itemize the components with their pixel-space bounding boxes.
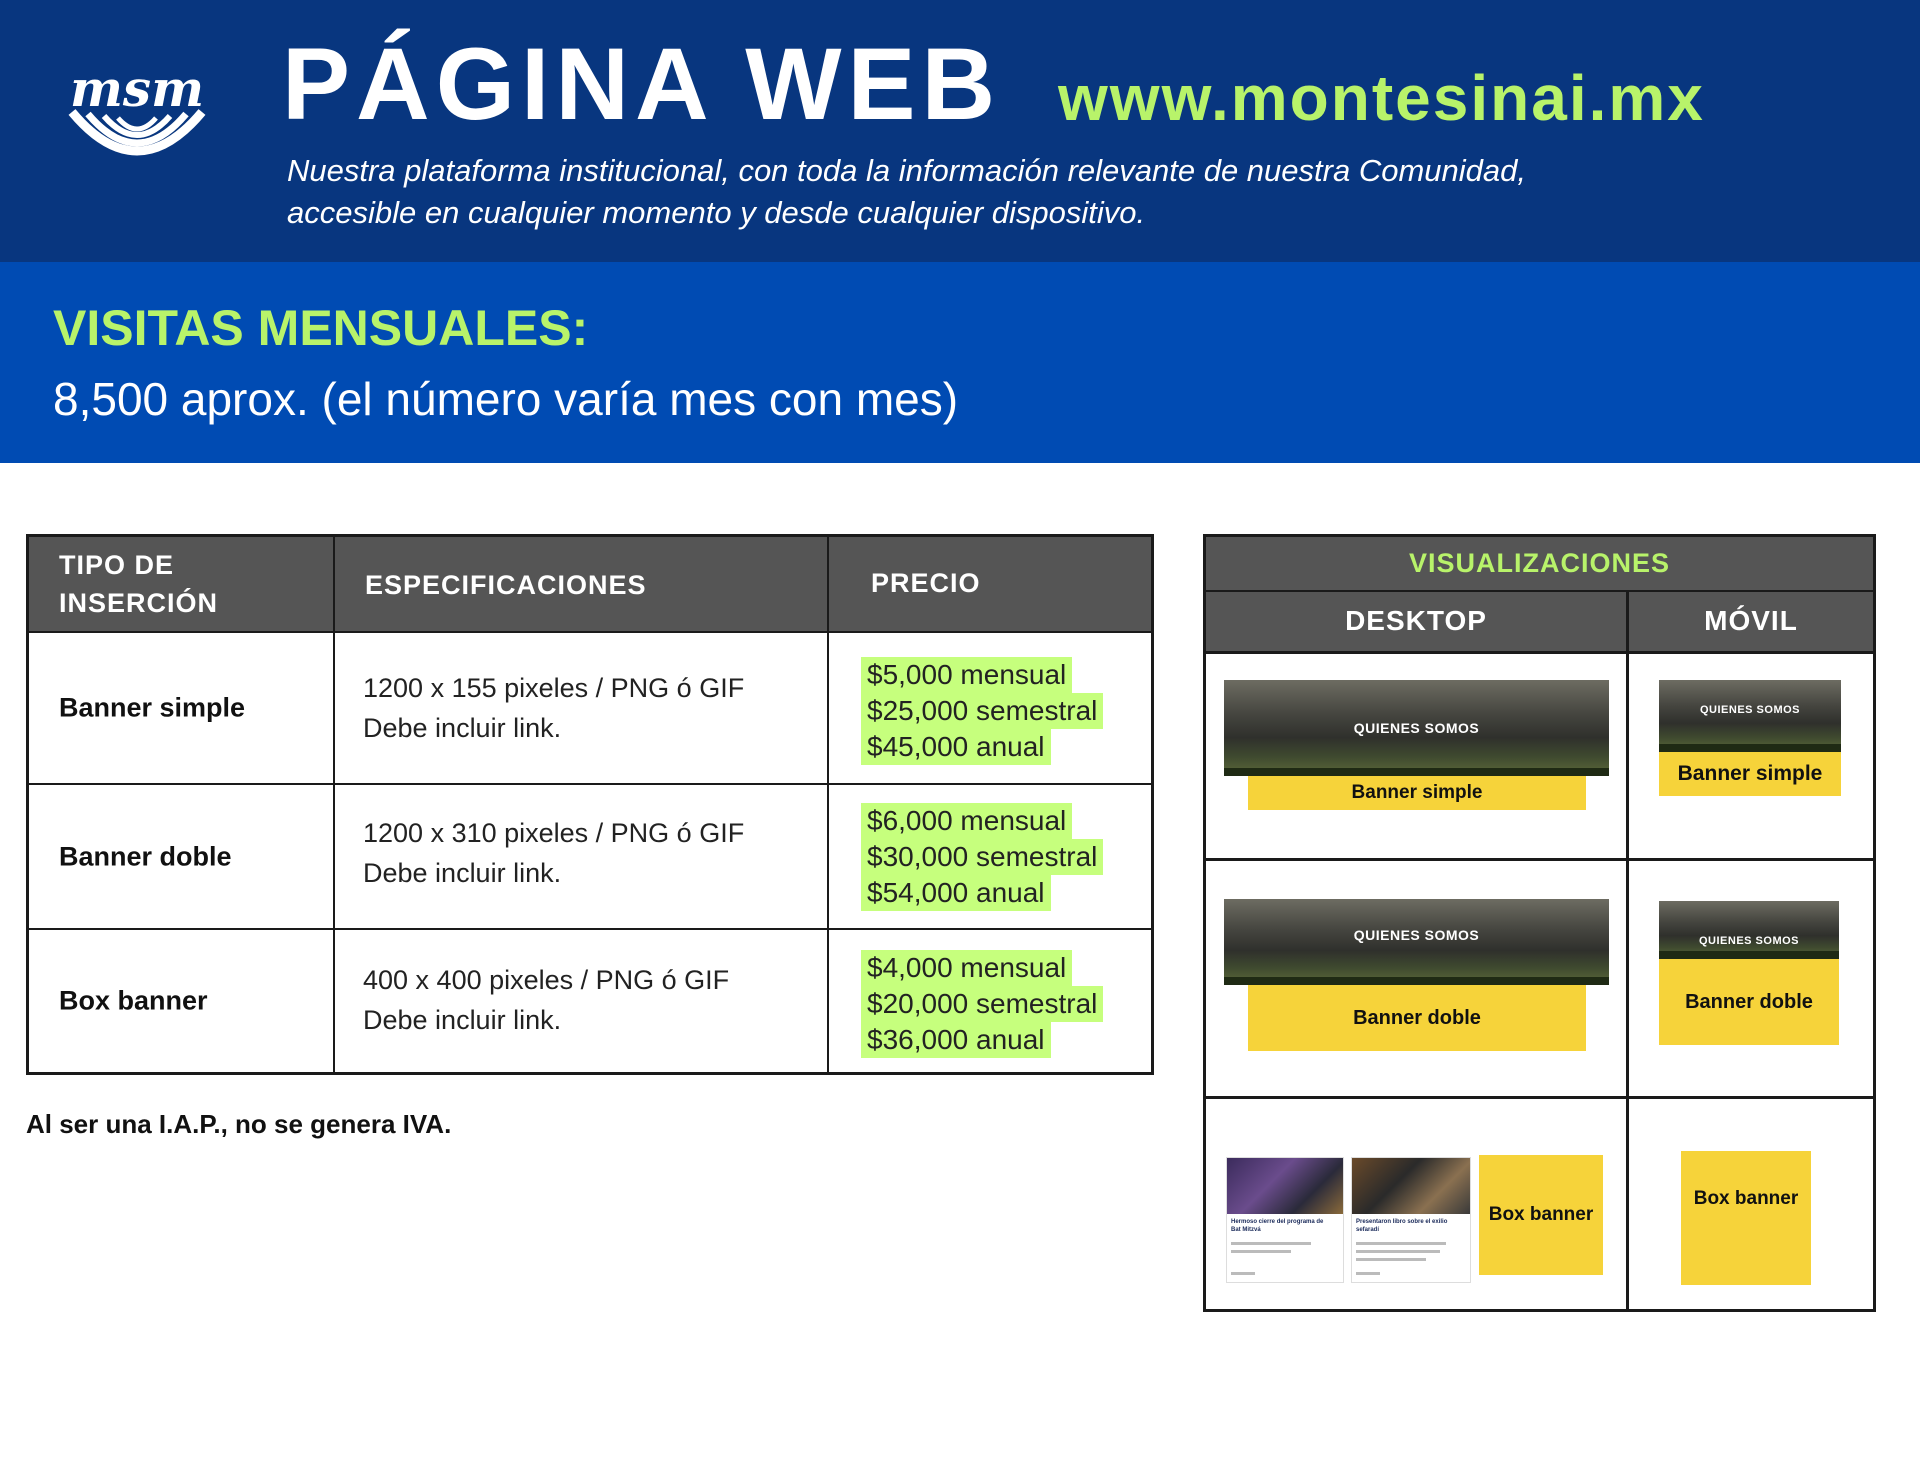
price-list bbox=[861, 803, 1103, 911]
mobile-preview-cell bbox=[1629, 1099, 1873, 1312]
subtitle-line-2: accesible en cualquier momento y desde cualquier dispositivo. bbox=[287, 195, 1146, 230]
photo-label: QUIENES SOMOS bbox=[1699, 704, 1801, 716]
viz-row-box-banner bbox=[1206, 1099, 1873, 1312]
monthly-visits-value: 8,500 aprox. (el número varía mes con mes) bbox=[53, 373, 959, 425]
price-semester: $30,000 semestral bbox=[861, 839, 1103, 875]
insertion-type: Box banner bbox=[59, 985, 208, 1016]
mobile-preview-cell bbox=[1629, 654, 1873, 858]
column-mobile: MÓVIL bbox=[1704, 605, 1798, 636]
table-row bbox=[29, 785, 1151, 930]
price-semester: $20,000 semestral bbox=[861, 986, 1103, 1022]
subtitle-line-1: Nuestra plataforma institucional, con toda la información relevante de nuestra Comunidad, bbox=[287, 153, 1526, 188]
photo-label: QUIENES SOMOS bbox=[1353, 927, 1480, 943]
visualizations-header bbox=[1206, 537, 1873, 592]
banner-simple-box: Banner simple bbox=[1659, 752, 1841, 796]
box-banner-box: Box banner bbox=[1479, 1155, 1603, 1275]
price-monthly: $4,000 mensual bbox=[861, 950, 1072, 986]
photo-label: QUIENES SOMOS bbox=[1698, 935, 1800, 947]
header-type-line-1: TIPO DE bbox=[59, 550, 175, 580]
header-cell-specs bbox=[335, 537, 829, 631]
price-cell bbox=[829, 785, 1151, 928]
type-cell bbox=[29, 930, 335, 1072]
price-table-header bbox=[29, 537, 1151, 633]
price-annual: $54,000 anual bbox=[861, 875, 1051, 911]
table-row bbox=[29, 930, 1151, 1072]
visualizations-title: VISUALIZACIONES bbox=[1408, 548, 1671, 578]
price-monthly: $6,000 mensual bbox=[861, 803, 1072, 839]
spec-line-1: 1200 x 310 pixeles / PNG ó GIF bbox=[363, 818, 745, 848]
type-cell bbox=[29, 633, 335, 783]
building-photo bbox=[1224, 899, 1609, 985]
banner-doble-box: Banner doble bbox=[1659, 959, 1839, 1045]
header-subtitle bbox=[287, 150, 1787, 234]
price-monthly: $5,000 mensual bbox=[861, 657, 1072, 693]
logo-text: msm bbox=[70, 60, 204, 118]
spec-line-1: 1200 x 155 pixeles / PNG ó GIF bbox=[363, 673, 745, 703]
photo-label: QUIENES SOMOS bbox=[1353, 720, 1480, 736]
news-card-image bbox=[1227, 1158, 1343, 1214]
insertion-type: Banner doble bbox=[59, 841, 232, 871]
viz-row-banner-simple bbox=[1206, 654, 1873, 861]
news-card bbox=[1226, 1157, 1344, 1283]
insertion-type: Banner simple bbox=[59, 692, 246, 723]
viz-row-banner-doble bbox=[1206, 861, 1873, 1099]
spec-cell bbox=[335, 633, 829, 783]
monthly-visits-band bbox=[0, 262, 1920, 463]
visualizations-subheader bbox=[1206, 592, 1873, 654]
news-card-title: Hermoso cierre del programa de Bat Mitzvá bbox=[1231, 1219, 1324, 1233]
spec-cell bbox=[335, 785, 829, 928]
type-cell bbox=[29, 785, 335, 928]
box-banner-box: Box banner bbox=[1681, 1151, 1811, 1285]
spec-line-2: Debe incluir link. bbox=[363, 1005, 562, 1035]
monthly-visits-label: VISITAS MENSUALES: bbox=[53, 300, 589, 356]
table-row bbox=[29, 633, 1151, 785]
header-type-line-2: INSERCIÓN bbox=[59, 588, 219, 618]
msm-logo-icon bbox=[52, 60, 222, 178]
iva-note: Al ser una I.A.P., no se genera IVA. bbox=[26, 1109, 452, 1139]
news-card bbox=[1351, 1157, 1471, 1283]
header bbox=[0, 0, 1920, 262]
spec-line-1: 400 x 400 pixeles / PNG ó GIF bbox=[363, 965, 730, 995]
building-photo bbox=[1659, 680, 1841, 752]
header-cell-type bbox=[29, 537, 335, 631]
mobile-preview-cell bbox=[1629, 861, 1873, 1096]
header-price: PRECIO bbox=[871, 568, 981, 598]
header-specs: ESPECIFICACIONES bbox=[365, 570, 647, 600]
banner-simple-box: Banner simple bbox=[1248, 776, 1586, 810]
building-photo bbox=[1224, 680, 1609, 776]
visualizations-table bbox=[1203, 534, 1876, 1312]
desktop-preview-cell bbox=[1206, 1099, 1629, 1312]
spec-line-2: Debe incluir link. bbox=[363, 713, 562, 743]
spec-line-2: Debe incluir link. bbox=[363, 858, 562, 888]
news-card-title: Presentaron libro sobre el exilio sefaradí bbox=[1356, 1219, 1448, 1233]
header-cell-price bbox=[829, 537, 1151, 631]
price-annual: $36,000 anual bbox=[861, 1022, 1051, 1058]
price-table bbox=[26, 534, 1154, 1075]
column-desktop: DESKTOP bbox=[1206, 592, 1629, 651]
desktop-preview-cell bbox=[1206, 654, 1629, 858]
website-url[interactable]: www.montesinai.mx bbox=[1058, 62, 1705, 134]
price-semester: $25,000 semestral bbox=[861, 693, 1103, 729]
price-list bbox=[861, 657, 1103, 765]
price-cell bbox=[829, 633, 1151, 783]
spec-cell bbox=[335, 930, 829, 1072]
desktop-preview-cell bbox=[1206, 861, 1629, 1096]
banner-doble-box: Banner doble bbox=[1248, 985, 1586, 1051]
building-photo bbox=[1659, 901, 1839, 959]
price-list bbox=[861, 950, 1103, 1058]
price-annual: $45,000 anual bbox=[861, 729, 1051, 765]
page-title: PÁGINA WEB bbox=[282, 27, 1002, 141]
news-card-image bbox=[1352, 1158, 1470, 1214]
price-cell bbox=[829, 930, 1151, 1072]
